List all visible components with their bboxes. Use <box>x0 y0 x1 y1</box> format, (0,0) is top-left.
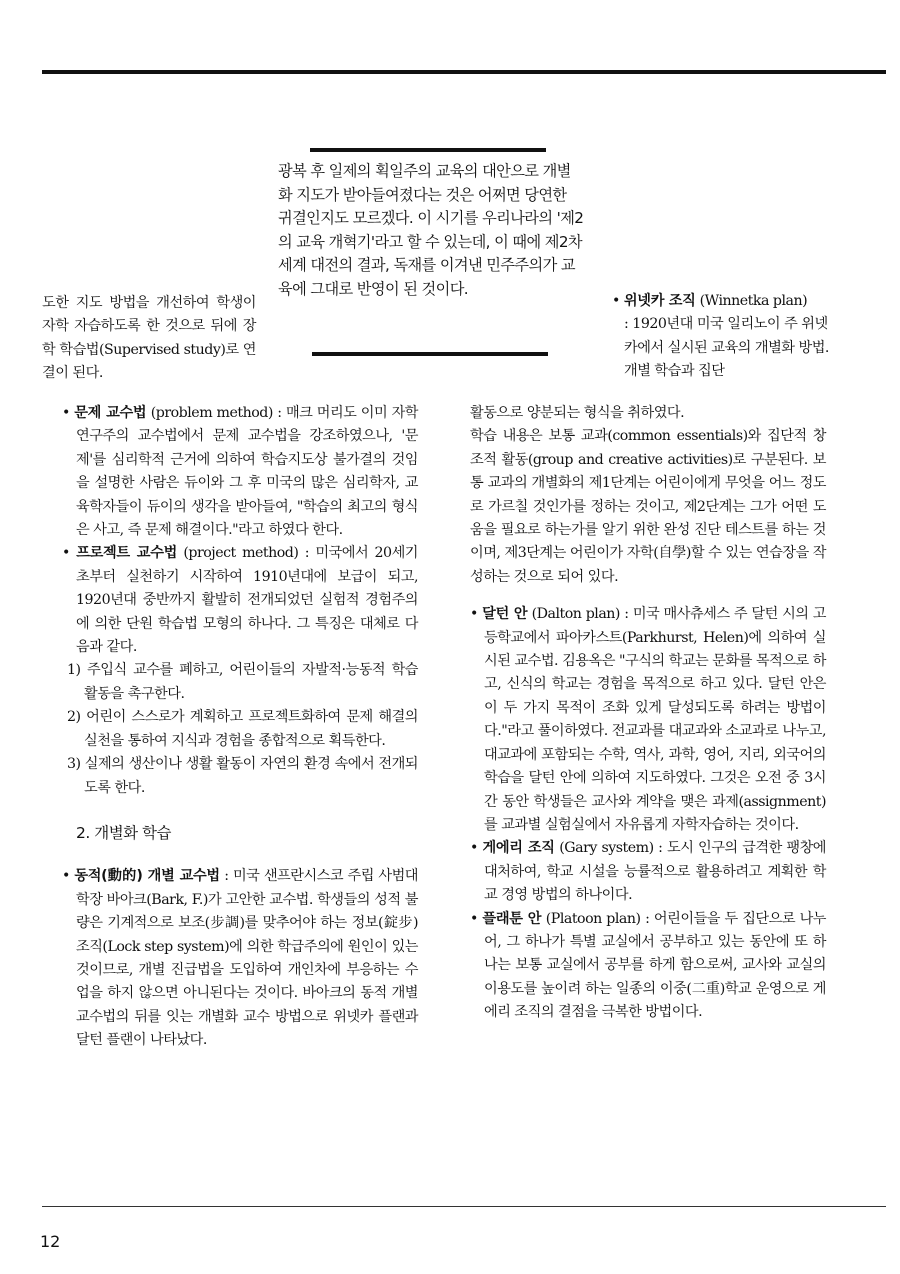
project-feature-2: 2) 어린이 스스로가 계획하고 프로젝트화하여 문제 해결의 실천을 통하여 지식과 경험을 종합적으로 획득한다. <box>67 709 418 749</box>
project-method-term: 프로젝트 교수법 <box>76 545 178 562</box>
right-column <box>470 402 826 1025</box>
pull-quote-bottom-rule <box>312 352 548 356</box>
project-method-text: (project method) : 미국에서 20세기 초부터 실천하기 시작하여 1910년대에 보급이 되고, 1920년대 중반까지 활발히 전개되었던 실험적 경험주의에 의한 단원 학습법 모형의 하나다. 그 특징은 대체로 다음과 같다. <box>76 545 418 656</box>
page-number: 12 <box>40 1232 61 1251</box>
winnetka-term: 위넷카 조직 <box>623 293 696 309</box>
platoon-term: 플래툰 안 <box>482 910 542 927</box>
winnetka-head-block <box>612 290 830 384</box>
winnetka-head: • 위넷카 조직 (Winnetka plan) <box>612 293 808 309</box>
problem-method-entry: • 문제 교수법 (problem method) : 매크 머리도 이미 자학 연구주의 교수법에서 문제 교수법을 강조하였으나, '문제'를 심리학적 근거에 의하여 학습지도상 불가결의 것임을 설명한 사람은 듀이와 그 후 미국의 많은 심리학자, 교육학자들이 듀이의 생각을 받아들여, "학습의 최고의 형식은 사고, 즉 문제 해결이다."라고 하였다 한다. <box>62 405 418 539</box>
dalton-text: (Dalton plan) : 미국 매사츄세스 주 달턴 시의 고등학교에서 파아카스트(Parkhurst, Helen)에 의하여 실시된 교수법. 김용옥은 "구식의 학교는 문화를 목적으로 하고, 신식의 학교는 경험을 목적으로 하고 있다. 달턴 안은 이 두 가지 목적이 조화 있게 달성되도록 하려는 방법이다."라고 풀이하였다. 전교과를 대교과와 소교과로 나누고, 대교과에 포함되는 수학, 역사, 과학, 영어, 지리, 외국어의 학습을 달턴 안에 의하여 지도하였다. 그것은 오전 중 3시간 동안 학생들은 교사와 계약을 맺은 과제(assignment)를 교과별 실험실에서 자유롭게 자학자습하는 것이다. <box>484 606 826 833</box>
dalton-term: 달턴 안 <box>482 606 528 623</box>
left-intro-text: 도한 지도 방법을 개선하여 학생이 자학 자습하도록 한 것으로 뒤에 장학 학습법(Supervised study)로 연결이 된다. <box>42 295 256 382</box>
winnetka-para2: 학습 내용은 보통 교과(common essentials)와 집단적 창조적 활동(group and creative activities)로 구분된다. 보통 교과의 개별화의 제1단계는 어린이에게 무엇을 어느 정도로 가르칠 것인가를 정하는 것이고, 제2단계는 그가 어떤 도움을 필요로 하는가를 알기 위한 완성 진단 테스트를 하는 것이며, 제3단계는 어린이가 자학(自學)할 수 있는 연습장을 작성하는 것으로 되어 있다. <box>470 428 826 585</box>
platoon-text: (Platoon plan) : 어린이들을 두 집단으로 나누어, 그 하나가 특별 교실에서 공부하고 있는 동안에 또 하나는 보통 교실에서 공부를 하게 함으로써, 교사와 교실의 이용도를 높이려 하는 일종의 이중(二重)학교 운영으로 게에리 조직의 결점을 극복한 방법이다. <box>484 910 826 1021</box>
left-column <box>62 402 418 1053</box>
pull-quote-top-rule <box>310 148 546 152</box>
header-rule <box>42 70 886 74</box>
gary-entry: • 게에리 조직 (Gary system) : 도시 인구의 급격한 팽창에 대처하여, 학교 시설을 능률적으로 활용하려고 계획한 학교 경영 방법의 하나이다. <box>470 840 826 904</box>
dynamic-method-entry: • 동적(動的) 개별 교수법 : 미국 샌프란시스코 주립 사범대학장 바아크(Bark, F.)가 고안한 교수법. 학생들의 성적 불량은 기계적으로 보조(步調)를 맞추어야 하는 정보(錠步) 조직(Lock step system)에 의한 학급주의에 원인이 있는 것이므로, 개별 진급법을 도입하여 개인차에 부응하는 수업을 하지 않으면 아니된다는 것이다. 바아크의 동적 개별 교수법의 뒤를 잇는 개별화 교수 방법으로 위넷카 플랜과 달턴 플랜이 나타났다. <box>62 868 418 1049</box>
winnetka-head-text: (Winnetka plan) <box>695 293 808 309</box>
dynamic-method-term: 동적(動的) 개별 교수법 <box>74 868 220 885</box>
left-intro-block <box>42 292 256 386</box>
project-feature-1: 1) 주입식 교수를 폐하고, 어린이들의 자발적·능동적 학습 활동을 촉구한다. <box>67 662 418 702</box>
gary-text: (Gary system) : 도시 인구의 급격한 팽창에 대처하여, 학교 시설을 능률적으로 활용하려고 계획한 학교 경영 방법의 하나이다. <box>484 840 826 904</box>
winnetka-continue: 활동으로 양분되는 형식을 취하였다. <box>470 405 685 421</box>
problem-method-text: (problem method) : 매크 머리도 이미 자학 연구주의 교수법에서 문제 교수법을 강조하였으나, '문제'를 심리학적 근거에 의하여 학습지도상 불가결의 것임을 설명한 사람은 듀이와 그 후 미국의 많은 심리학자, 교육학자들이 듀이의 생각을 받아들여, "학습의 최고의 형식은 사고, 즉 문제 해결이다."라고 하였다 한다. <box>76 405 418 539</box>
winnetka-body: : 1920년대 미국 일리노이 주 위넷카에서 실시된 교육의 개별화 방법. 개별 학습과 집단 <box>624 316 829 380</box>
dalton-entry: • 달턴 안 (Dalton plan) : 미국 매사츄세스 주 달턴 시의 고등학교에서 파아카스트(Parkhurst, Helen)에 의하여 실시된 교수법. 김용옥은 "구식의 학교는 문화를 목적으로 하고, 신식의 학교는 경험을 목적으로 하고 있다. 달턴 안은 이 두 가지 목적이 조화 있게 달성되도록 하려는 방법이다."라고 풀이하였다. 전교과를 대교과와 소교과로 나누고, 대교과에 포함되는 수학, 역사, 과학, 영어, 지리, 외국어의 학습을 달턴 안에 의하여 지도하였다. 그것은 오전 중 3시간 동안 학생들은 교사와 계약을 맺은 과제(assignment)를 교과별 실험실에서 자유롭게 자학자습하는 것이다. <box>470 606 826 833</box>
gary-term: 게에리 조직 <box>482 840 555 857</box>
pull-quote-text: 광복 후 일제의 획일주의 교육의 대안으로 개별화 지도가 받아들여졌다는 것은 어쩌면 당연한 귀결인지도 모르겠다. 이 시기를 우리나라의 '제2의 교육 개혁기'라고 할 수 있는데, 이 때에 제2차 세계 대전의 결과, 독재를 이겨낸 민주주의가 교육에 그대로 반영이 된 것이다. <box>278 162 584 298</box>
platoon-entry: • 플래툰 안 (Platoon plan) : 어린이들을 두 집단으로 나누어, 그 하나가 특별 교실에서 공부하고 있는 동안에 또 하나는 보통 교실에서 공부를 하게 함으로써, 교사와 교실의 이용도를 높이려 하는 일종의 이중(二重)학교 운영으로 게에리 조직의 결점을 극복한 방법이다. <box>470 910 826 1021</box>
section-heading: 2. 개별화 학습 <box>76 823 172 842</box>
dynamic-method-text: : 미국 샌프란시스코 주립 사범대학장 바아크(Bark, F.)가 고안한 교수법. 학생들의 성적 불량은 기계적으로 보조(步調)를 맞추어야 하는 정보(錠步) 조직(Lock step system)에 의한 학급주의에 원인이 있는 것이므로, 개별 진급법을 도입하여 개인차에 부응하는 수업을 하지 않으면 아니된다는 것이다. 바아크의 동적 개별 교수법의 뒤를 잇는 개별화 교수 방법으로 위넷카 플랜과 달턴 플랜이 나타났다. <box>76 868 418 1049</box>
footer-rule <box>42 1206 886 1207</box>
problem-method-term: 문제 교수법 <box>74 405 147 421</box>
project-feature-3: 3) 실제의 생산이나 생활 활동이 자연의 환경 속에서 전개되도록 한다. <box>67 756 418 796</box>
project-method-entry: • 프로젝트 교수법 (project method) : 미국에서 20세기 초부터 실천하기 시작하여 1910년대에 보급이 되고, 1920년대 중반까지 활발히 전개되었던 실험적 경험주의에 의한 단원 학습법 모형의 하나다. 그 특징은 대체로 다음과 같다. <box>62 545 418 656</box>
